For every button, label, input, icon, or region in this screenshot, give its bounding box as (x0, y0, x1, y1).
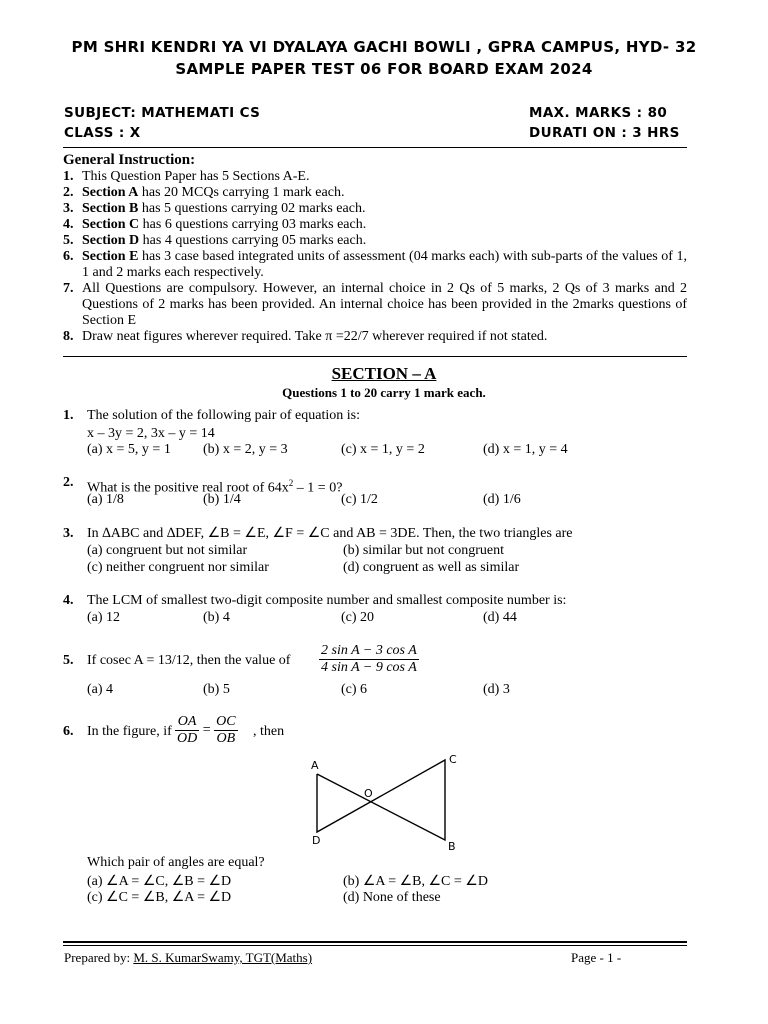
instruction-item: 1. This Question Paper has 5 Sections A-E. (63, 169, 310, 184)
bowtie-figure (303, 754, 473, 854)
question-text: What is the positive real root of $64x^2 - 1 = 0$? (87, 478, 343, 496)
question-text-end: , then (253, 724, 285, 739)
option-d: (d) 1/6 (483, 492, 521, 507)
question-prompt: Which pair of angles are equal? (87, 855, 265, 870)
fraction-expression (319, 643, 419, 676)
ratio-expression: $\frac{OA}{OD}$ = $\frac{OC}{OB}$ (177, 714, 236, 746)
option-b: (b) 4 (203, 610, 230, 625)
question-text: The LCM of smallest two-digit composite number and smallest composite number is: (87, 593, 567, 608)
school-name: PM SHRI KENDRI YA VI DYALAYA GACHI BOWLI , GPRA CAMPUS, HYD- 32 (71, 38, 697, 56)
option-a: (a) 12 (87, 610, 121, 625)
option-b: (b) 1/4 (203, 492, 241, 507)
instruction-item: 6. Section E has 3 case based integrated units of assessment (04 marks each) with sub-parts of the values of 1, 1 and 2 marks each respectively. (63, 249, 687, 280)
question-5 (63, 643, 687, 699)
option-b: (b) x = 2, y = 3 (203, 442, 288, 457)
option-a: (a) x = 5, y = 1 (87, 442, 171, 457)
instruction-item: 3. Section B has 5 questions carrying 02 marks each. (63, 201, 366, 216)
question-text: If cosec A = 13/12, then the value of (87, 653, 291, 668)
general-instructions (63, 152, 687, 345)
option-d: (d) congruent as well as similar (343, 560, 520, 575)
question-number: 1. (63, 408, 74, 423)
question-4 (63, 593, 687, 629)
figure-lines (317, 760, 445, 840)
question-number: 2. (63, 475, 74, 490)
question-number: 5. (63, 653, 74, 668)
question-text: The solution of the following pair of equation is: (87, 408, 360, 423)
vertex-a-label: A (311, 759, 319, 772)
option-a: (a) ∠A = ∠C, ∠B = ∠D (87, 874, 232, 889)
test-title: SAMPLE PAPER TEST 06 FOR BOARD EXAM 2024 (175, 60, 593, 78)
footer-rule-thick (63, 941, 687, 943)
question-3 (63, 526, 687, 578)
instruction-item: 5. Section D has 4 questions carrying 05 marks each. (63, 233, 367, 248)
question-equations: x – 3y = 2, 3x – y = 14 (87, 426, 215, 441)
fraction-numerator: 2 sin A − 3 cos A (321, 643, 417, 658)
duration-label: DURATI ON : 3 HRS (529, 125, 680, 141)
option-c: (c) neither congruent nor similar (87, 560, 269, 575)
max-marks-label: MAX. MARKS : 80 (529, 105, 668, 121)
option-b: (b) ∠A = ∠B, ∠C = ∠D (343, 874, 488, 889)
section-subtitle: Questions 1 to 20 carry 1 mark each. (282, 385, 486, 400)
option-d: (d) None of these (343, 890, 441, 905)
option-d: (d) 3 (483, 682, 510, 697)
author-name: M. S. KumarSwamy, TGT(Maths) (133, 950, 313, 965)
section-title: SECTION – A (331, 364, 437, 383)
option-c: (c) 20 (341, 610, 375, 625)
option-c: (c) ∠C = ∠B, ∠A = ∠D (87, 890, 232, 905)
option-d: (d) x = 1, y = 4 (483, 442, 568, 457)
fraction-denominator: 4 sin A − 9 cos A (321, 660, 417, 675)
footer-prepared-by: Prepared by: M. S. KumarSwamy, TGT(Maths) (64, 950, 313, 965)
class-label: CLASS : X (64, 125, 141, 141)
question-2 (63, 475, 687, 511)
instructions-heading: General Instruction: (63, 152, 196, 168)
option-a: (a) 4 (87, 682, 114, 697)
question-text: In ∆ABC and ∆DEF, ∠B = ∠E, ∠F = ∠C and AB = 3DE. Then, the two triangles are (87, 526, 573, 541)
option-b: (b) 5 (203, 682, 230, 697)
option-c: (c) 6 (341, 682, 368, 697)
page-number: Page - 1 - (571, 950, 622, 965)
question-number: 3. (63, 526, 74, 541)
option-d: (d) 44 (483, 610, 517, 625)
vertex-c-label: C (449, 754, 457, 766)
question-text: In the figure, if (87, 724, 172, 739)
instruction-item: 7. All Questions are compulsory. However, an internal choice in 2 Qs of 5 marks, 2 Qs of 3 marks and 2 Questions of 2 marks has been provided. An internal choice has been provided in the 2marks questions of Section E (63, 281, 687, 328)
subject-label: SUBJECT: MATHEMATI CS (64, 105, 261, 121)
vertex-d-label: D (312, 834, 321, 847)
header-rule (63, 147, 687, 148)
question-number: 6. (63, 724, 74, 739)
vertex-b-label: B (448, 840, 456, 853)
instruction-item: 8. Draw neat figures wherever required. Take π =22/7 wherever required if not stated. (63, 329, 548, 344)
option-a: (a) 1/8 (87, 492, 124, 507)
footer-rule-thin (63, 945, 687, 946)
option-c: (c) 1/2 (341, 492, 378, 507)
option-b: (b) similar but not congruent (343, 543, 504, 558)
option-a: (a) congruent but not similar (87, 543, 248, 558)
question-6 (63, 714, 687, 914)
question-number: 4. (63, 593, 74, 608)
option-c: (c) x = 1, y = 2 (341, 442, 425, 457)
instructions-rule (63, 356, 687, 357)
instruction-item: 2. Section A has 20 MCQs carrying 1 mark each. (63, 185, 345, 200)
instruction-item: 4. Section C has 6 questions carrying 03 marks each. (63, 217, 367, 232)
vertex-o-label: O (364, 787, 373, 800)
question-1 (63, 408, 687, 460)
